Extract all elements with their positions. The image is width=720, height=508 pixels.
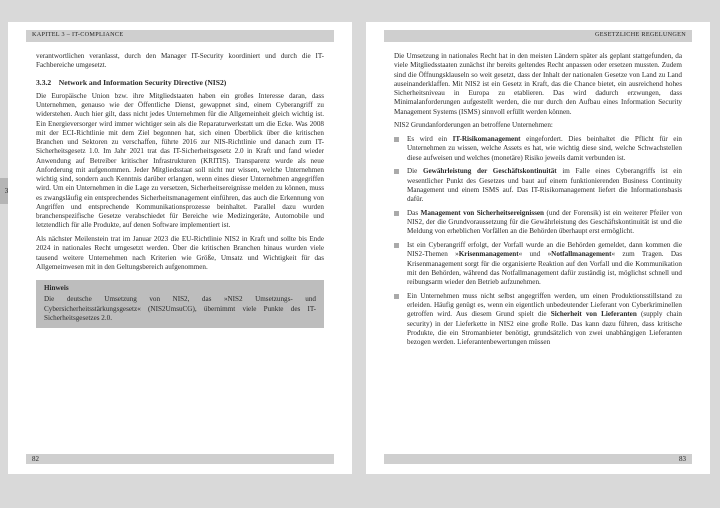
hint-text: Die deutsche Umsetzung von NIS2, das »NIS2 Umsetzungs- und Cybersicherheitsstärkungsgesetz« (NIS2UmsuCG), übernimmt viele Punkte des IT-Sicherheitsgesetzes 2.0. [44, 295, 316, 322]
hint-title: Hinweis [44, 284, 69, 292]
left-page-body [36, 52, 324, 328]
page-number-right: 83 [679, 454, 686, 463]
square-bullet-icon [394, 294, 399, 299]
list-item: Ein Unternehmen muss nicht selbst angegriffen werden, um einen Produktionsstillstand zu erleiden. Häufig genügt es, wenn ein eigentlich unbedeutender Lieferant von Cyberkriminellen getroffen wird. Aus diesem Grund spielt die Sicherheit von Lieferanten (supply chain security) in der Lieferkette in NIS2 eine große Rolle. Das kann dazu führen, dass kritische Produkte, die ein Stromanbieter benötigt, grundsätzlich von zwei unabhängigen Lieferanten bezogen werden. Lieferantenbewertungen müssen [394, 292, 682, 348]
square-bullet-icon [394, 137, 399, 142]
section-title: Network and Information Security Directive (NIS2) [58, 77, 227, 87]
hint-box [36, 280, 324, 328]
page-number-left: 82 [32, 454, 39, 463]
left-page-footer [26, 454, 334, 464]
running-title: GESETZLICHE REGELUNGEN [595, 31, 686, 38]
section-heading [36, 78, 324, 87]
square-bullet-icon [394, 243, 399, 248]
chapter-tab-left: 3 [0, 178, 13, 204]
square-bullet-icon [394, 211, 399, 216]
paragraph-national-law: Die Umsetzung in nationales Recht hat in den meisten Ländern später als geplant stattgefunden, da viele Mitgliedsstaaten zunächst ihr bereits geltendes Recht anpassen oder ersetzen mussten. Zudem sind die Öffnungsklauseln so weit gesetzt, dass der Inhalt der nationalen Gesetze von Land zu Land auseinanderklaffen. Mit NIS2 ist ein Gesetz in Kraft, das die Chance bietet, ein ausreichend hohes Sicherheitsniveau in Europa zu etablieren. Das wird dadurch erzwungen, dass Minimalanforderungen aufgestellt werden, die nur durch den Aufbau eines Information Security Management Systems (ISMS) sinnvoll erfüllt werden können. [394, 52, 682, 116]
section-number: 3.3.2 [36, 77, 52, 87]
right-page [366, 22, 710, 474]
list-item: Das Management von Sicherheitsereignissen (und der Forensik) ist ein weiterer Pfeiler von NIS2, der die Grundvoraussetzung für die Gewährleistung des Geschäftskontinuität ist und die Meldung von erheblichen Vorfällen an die Behörden überhaupt erst ermöglicht. [394, 209, 682, 237]
list-item: Es wird ein IT-Risikomanagement eingefordert. Dies beinhaltet die Pflicht für ein Unternehmen zu wissen, welche Assets es hat, wie wichtig diese sind, welche Schwachstellen diese aufweisen und welches (monetäre) Risiko jeweils damit verbunden ist. [394, 135, 682, 163]
square-bullet-icon [394, 169, 399, 174]
right-page-body [394, 52, 682, 352]
list-intro: NIS2 Grundanforderungen an betroffene Unternehmen: [394, 121, 553, 130]
right-page-footer [384, 454, 692, 464]
right-page-header [384, 30, 692, 42]
paragraph-nis2-milestone: Als nächster Meilenstein trat im Januar 2023 die EU-Richtlinie NIS2 in Kraft und sollte bis Ende 2024 in nationales Recht umgesetzt werden. Über die kritischen Branchen hinaus wurden viele tausend weitere Unternehmen nach Kriterien wie Größe, Umsatz und Wichtigkeit für das Allgemeinwesen mit in den Geltungsbereich aufgenommen. [36, 235, 324, 271]
list-item: Ist ein Cyberangriff erfolgt, der Vorfall wurde an die Behörden gemeldet, dann kommen die NIS2-Themen »Krisenmanagement« und »Notfallmanagement« zum Tragen. Das Krisenmanagement sorgt für die organisierte Reaktion auf den Vorfall und die Kommunikation mit den Behörden, während das Notfallmanagement dafür zuständig ist, möglichst schnell und reibungsarm wieder den Betrieb aufzunehmen. [394, 241, 682, 287]
chapter-title: KAPITEL 3 – IT-COMPLIANCE [32, 31, 124, 38]
paragraph-nis-history: Die Europäische Union bzw. ihre Mitgliedstaaten haben ein großes Interesse daran, dass Unternehmen, genauso wie der Öffentliche Dienst, gewappnet sind, einem Cyberangriff zu widerstehen. Auch hier gilt, dass nicht jedes Unternehmen für die Allgemeinheit gleich wichtig ist. Ein Energieversorger wird immer wichtiger sein als die Reparaturwerkstatt um die Ecke. Was 2008 mit der ECI-Richtlinie mit dem Ziel begonnen hat, sich einen Überblick über die kritischen Branchen und Sektoren zu verschaffen, führte 2016 zur NIS-Richtlinie und danach zum IT-Sicherheitsgesetz 1.0. Im Jahr 2021 trat das IT-Sicherheitsgesetz 2.0 in Kraft und fand wieder Anwendung auf Betreiber kritischer Infrastrukturen (KRITIS). Transparenz wurde als neue Anforderung mit aufgenommen. Jeder Mitgliedsstaat soll nicht nur wissen, welche Unternehmen wichtig sind, sondern auch Kenntnis darüber erlangen, wenn eines dieser Unternehmen angegriffen wird. Um ein Unternehmen in die Lage zu versetzen, Sicherheitsereignisse melden zu können, muss es zwangsläufig ein entsprechendes Sicherheitsmanagement einführen, das auch die Erkennung von Angriffen und entsprechende Kommunikationsprozesse beinhaltet. Parallel dazu wurden branchenspezifische Gesetze verabschiedet für Bereiche wie Medizingeräte, Automobile und letztendlich für alle Produkte, auf denen Software implementiert ist. [36, 91, 324, 230]
left-page-header [26, 30, 334, 42]
left-page [8, 22, 352, 474]
requirements-list [394, 135, 682, 347]
intro-paragraph: verantwortlichen veranlasst, durch den Manager IT-Security koordiniert und durch die IT-Fachbereiche umgesetzt. [36, 52, 324, 70]
list-item: Die Gewährleistung der Geschäftskontinuität im Falle eines Cyberangriffs ist ein wesentlicher Punkt des Gesetzes und baut auf einem funktionierenden Business Continuity Management und einem ISMS auf. Das IT-Risikomanagement liefert die Informationsbasis dafür. [394, 167, 682, 204]
